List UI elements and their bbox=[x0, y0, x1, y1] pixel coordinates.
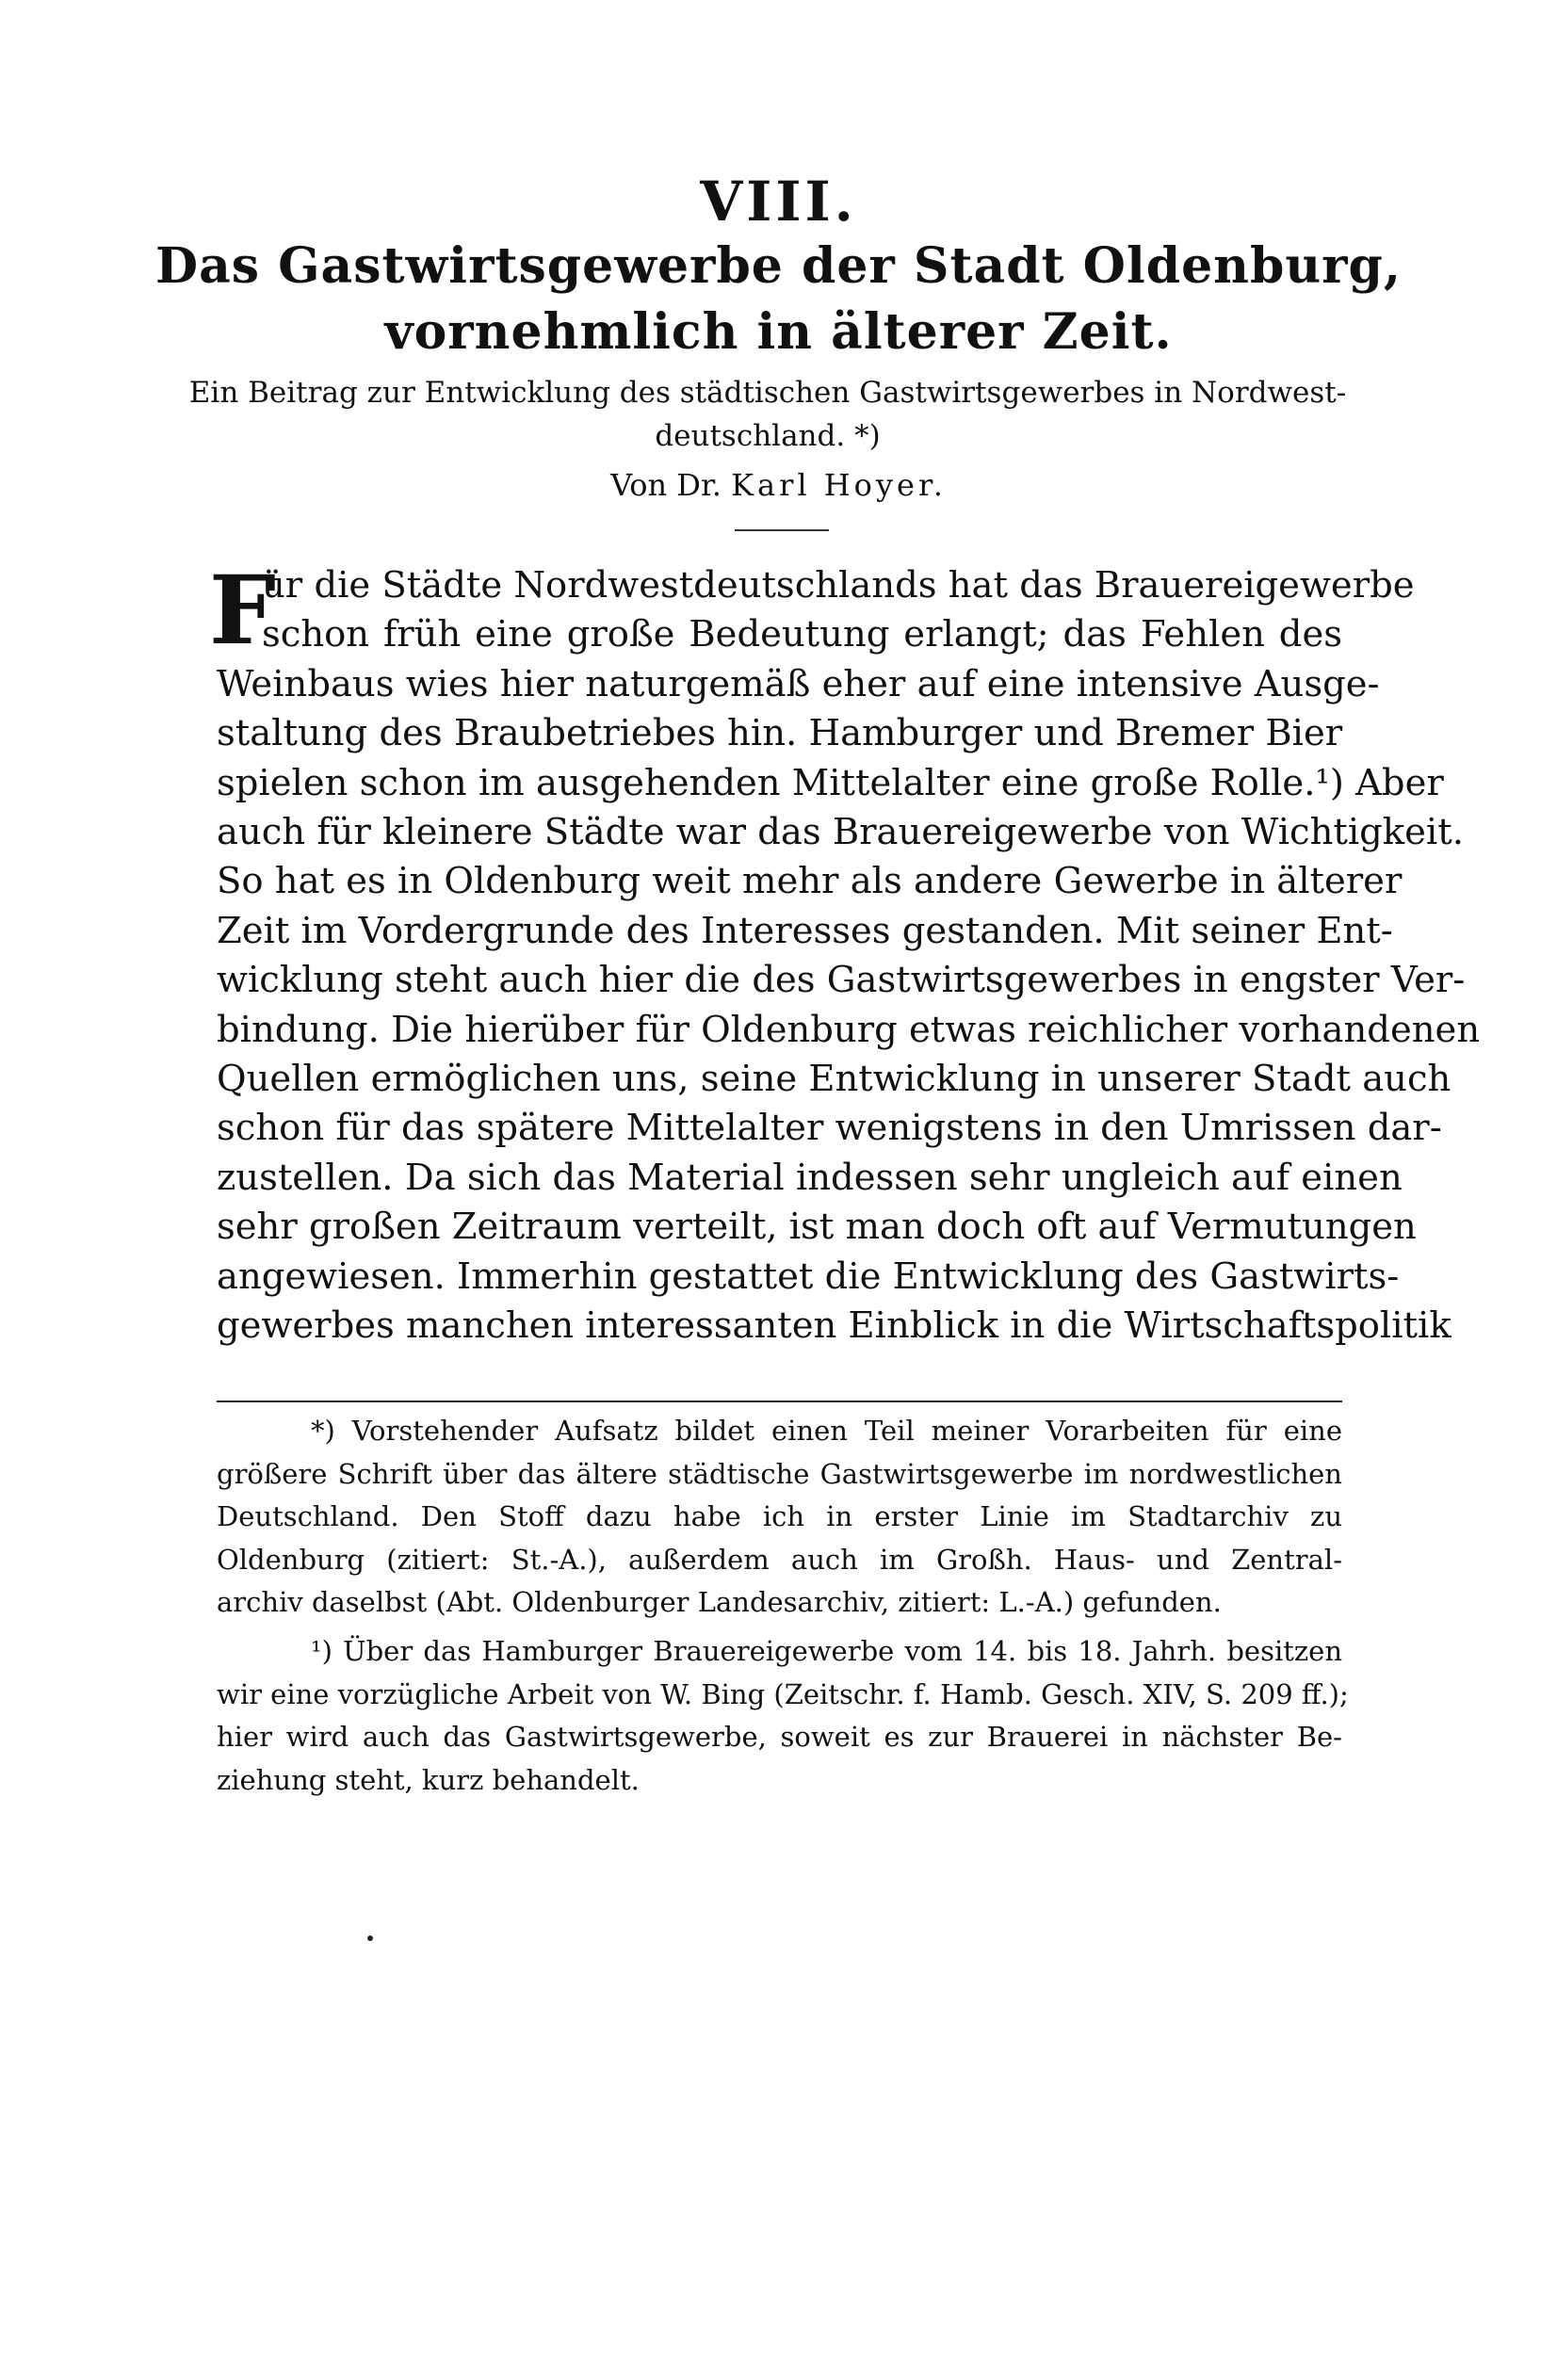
text-line: staltung des Braubetriebes hin. Hamburger und Bremer Bier bbox=[217, 712, 1343, 755]
text-line: schon für das spätere Mittelalter wenigstens in den Umrissen dar- bbox=[217, 1107, 1442, 1150]
text-line: So hat es in Oldenburg weit mehr als andere Gewerbe in älterer bbox=[217, 860, 1403, 903]
title-divider bbox=[735, 529, 829, 531]
drop-cap-initial: F bbox=[209, 555, 276, 666]
footnotes bbox=[217, 1410, 1349, 1802]
author-line bbox=[0, 467, 1557, 503]
author-name: Karl Hoyer. bbox=[731, 467, 947, 503]
print-speck bbox=[367, 1935, 373, 1941]
footnote-star-line: archiv daselbst (Abt. Oldenburger Landesarchiv, zitiert: L.-A.) gefunden. bbox=[217, 1586, 1222, 1619]
footnote-1-line: ziehung steht, kurz behandelt. bbox=[217, 1763, 640, 1796]
text-line: sehr großen Zeitraum verteilt, ist man doch oft auf Vermutungen bbox=[217, 1206, 1417, 1249]
footnote-1-line: wir eine vorzügliche Arbeit von W. Bing (Zeitschr. f. Hamb. Gesch. XIV, S. 209 ff.); bbox=[217, 1677, 1349, 1710]
text-line: Quellen ermöglichen uns, seine Entwicklung in unserer Stadt auch bbox=[217, 1058, 1452, 1101]
text-line: bindung. Die hierüber für Oldenburg etwas reichlicher vorhandenen bbox=[217, 1008, 1481, 1051]
text-line: ür die Städte Nordwestdeutschlands hat das Brauereigewerbe bbox=[262, 564, 1415, 607]
text-line: wicklung steht auch hier die des Gastwirtsgewerbes in engster Ver- bbox=[217, 959, 1466, 1002]
text-line: spielen schon im ausgehenden Mittelalter eine große Rolle.¹) Aber bbox=[217, 761, 1444, 804]
footnote-star-line: Oldenburg (zitiert: St.-A.), außerdem auch im Großh. Haus- und Zentral- bbox=[217, 1543, 1342, 1576]
text-line: angewiesen. Immerhin gestattet die Entwicklung des Gastwirts- bbox=[217, 1255, 1400, 1298]
article-title-line-1: Das Gastwirtsgewerbe der Stadt Oldenburg, bbox=[154, 237, 1403, 295]
text-line: schon früh eine große Bedeutung erlangt; das Fehlen des bbox=[262, 613, 1342, 656]
footnote-star-line: *) Vorstehender Aufsatz bildet einen Teil meiner Vorarbeiten für eine bbox=[311, 1415, 1342, 1447]
text-line: auch für kleinere Städte war das Brauereigewerbe von Wichtigkeit. bbox=[217, 811, 1464, 854]
footnote-star-line: Deutschland. Den Stoff dazu habe ich in erster Linie im Stadtarchiv zu bbox=[217, 1500, 1342, 1533]
text-line: zustellen. Da sich das Material indessen sehr ungleich auf einen bbox=[217, 1156, 1403, 1199]
footnote-1-line: ¹) Über das Hamburger Brauereigewerbe vom 14. bis 18. Jahrh. besitzen bbox=[311, 1634, 1342, 1667]
footnote-divider bbox=[217, 1400, 1342, 1402]
article-title-line-2: vornehmlich in älterer Zeit. bbox=[384, 303, 1173, 361]
main-text bbox=[217, 561, 1481, 1352]
text-line: Zeit im Vordergrunde des Interesses gestanden. Mit seiner Ent- bbox=[217, 909, 1393, 952]
footnote-star-line: größere Schrift über das ältere städtische Gastwirtsgewerbe im nordwestlichen bbox=[217, 1457, 1342, 1490]
author-prefix: Von Dr. bbox=[610, 467, 722, 503]
text-line: Weinbaus wies hier naturgemäß eher auf eine intensive Ausge- bbox=[217, 662, 1380, 705]
text-line: gewerbes manchen interessanten Einblick in die Wirtschaftspolitik bbox=[217, 1304, 1452, 1348]
footnote-1-line: hier wird auch das Gastwirtsgewerbe, soweit es zur Brauerei in nächster Be- bbox=[217, 1721, 1342, 1754]
chapter-number: VIII. bbox=[700, 170, 857, 234]
article-subtitle: Ein Beitrag zur Entwicklung des städtischen Gastwirtsgewerbes in Nordwest-deutschland. *) bbox=[188, 376, 1347, 453]
